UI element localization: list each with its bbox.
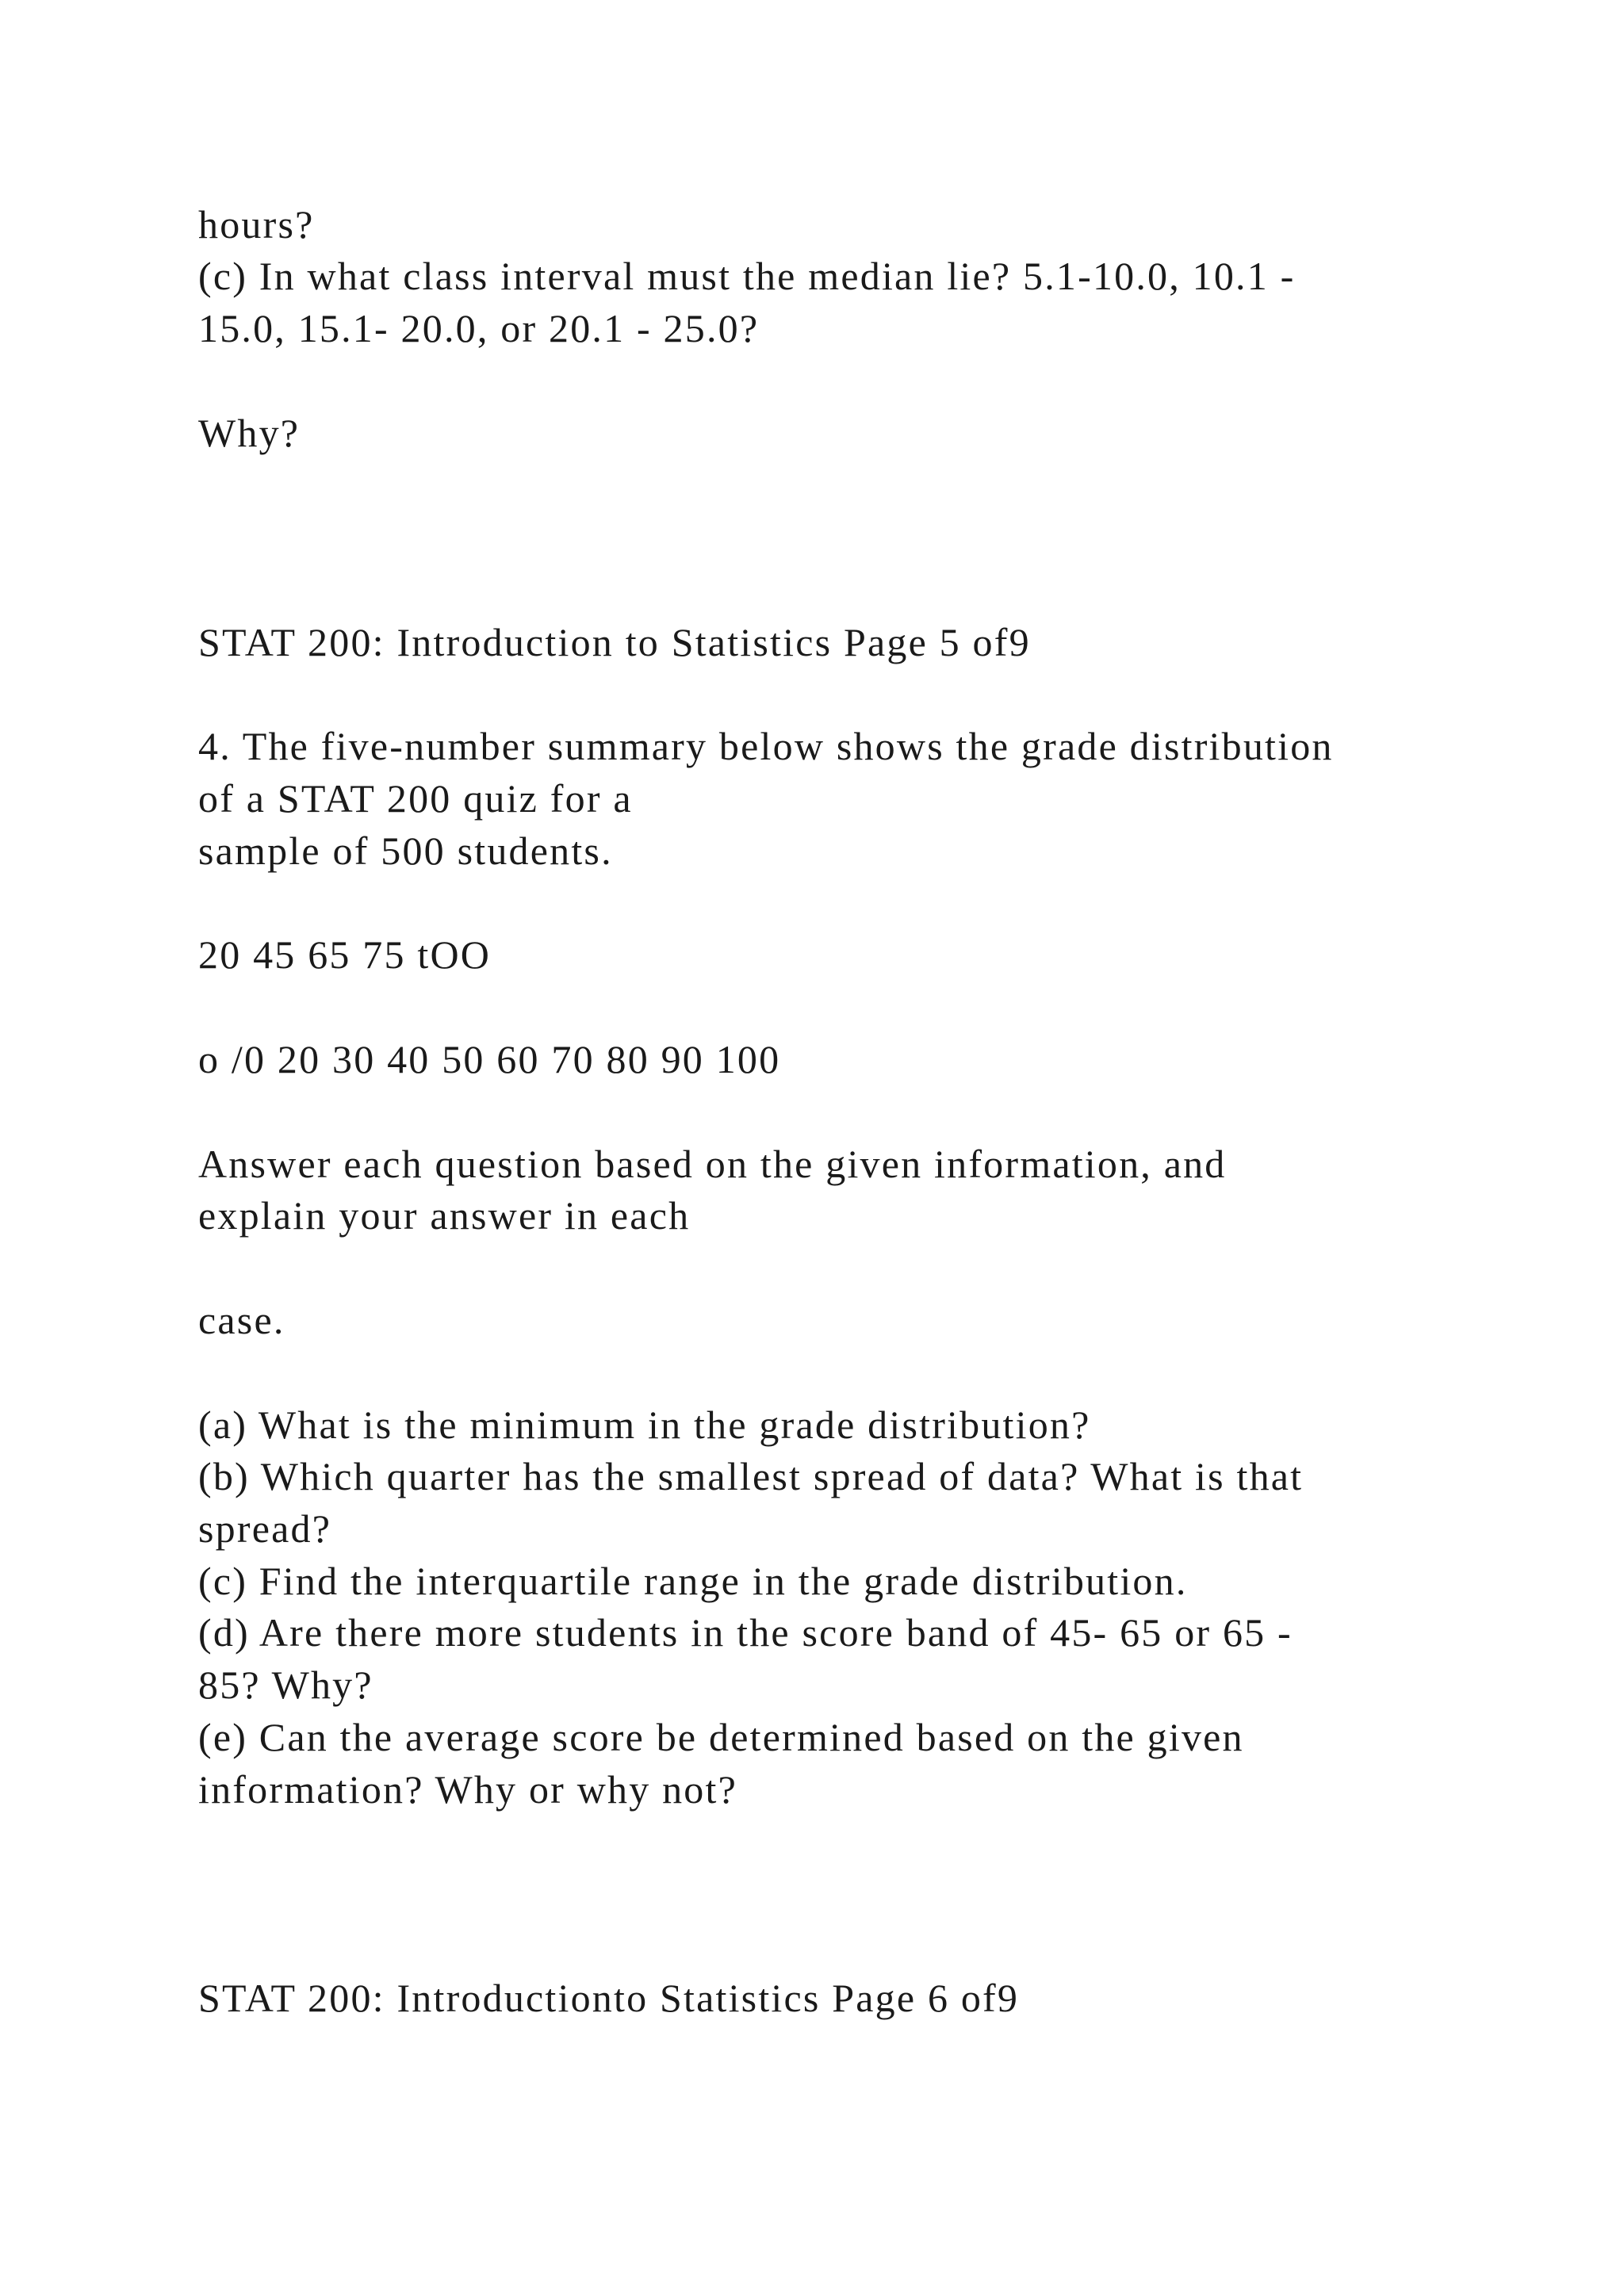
instructions-line-2: explain your answer in each	[198, 1193, 691, 1238]
axis-scale-values: o /0 20 30 40 50 60 70 80 90 100	[198, 1037, 781, 1081]
question-4c: (c) Find the interquartile range in the grade distribution.	[198, 1559, 1188, 1603]
question-4e-line-1: (e) Can the average score be determined based on the given	[198, 1715, 1244, 1759]
instructions-line-1: Answer each question based on the given information, and	[198, 1142, 1227, 1186]
question-4-line-3: sample of 500 students.	[198, 828, 613, 873]
question-4-line-1: 4. The five-number summary below shows the grade distribution	[198, 724, 1334, 768]
question-4d-line-1: (d) Are there more students in the score band of 45- 65 or 65 -	[198, 1610, 1293, 1655]
question-3c-line-2: 15.0, 15.1- 20.0, or 20.1 - 25.0?	[198, 306, 760, 350]
question-3c-why: Why?	[198, 411, 301, 455]
question-4a: (a) What is the minimum in the grade distribution?	[198, 1402, 1091, 1447]
question-4b-line-2: spread?	[198, 1506, 332, 1551]
question-4b-line-1: (b) Which quarter has the smallest spread of data? What is that	[198, 1454, 1304, 1498]
five-number-summary-values: 20 45 65 75 tOO	[198, 932, 492, 977]
question-3c-line-1: (c) In what class interval must the median lie? 5.1-10.0, 10.1 -	[198, 254, 1296, 298]
page-footer-5: STAT 200: Introduction to Statistics Page 5 of9	[198, 620, 1031, 664]
question-4d-line-2: 85? Why?	[198, 1663, 373, 1707]
question-4e-line-2: information? Why or why not?	[198, 1767, 737, 1812]
text-line-hours: hours?	[198, 202, 315, 247]
instructions-line-3: case.	[198, 1298, 285, 1342]
page-footer-6: STAT 200: Introductionto Statistics Page 6 of9	[198, 1976, 1020, 2020]
question-4-line-2: of a STAT 200 quiz for a	[198, 776, 633, 821]
